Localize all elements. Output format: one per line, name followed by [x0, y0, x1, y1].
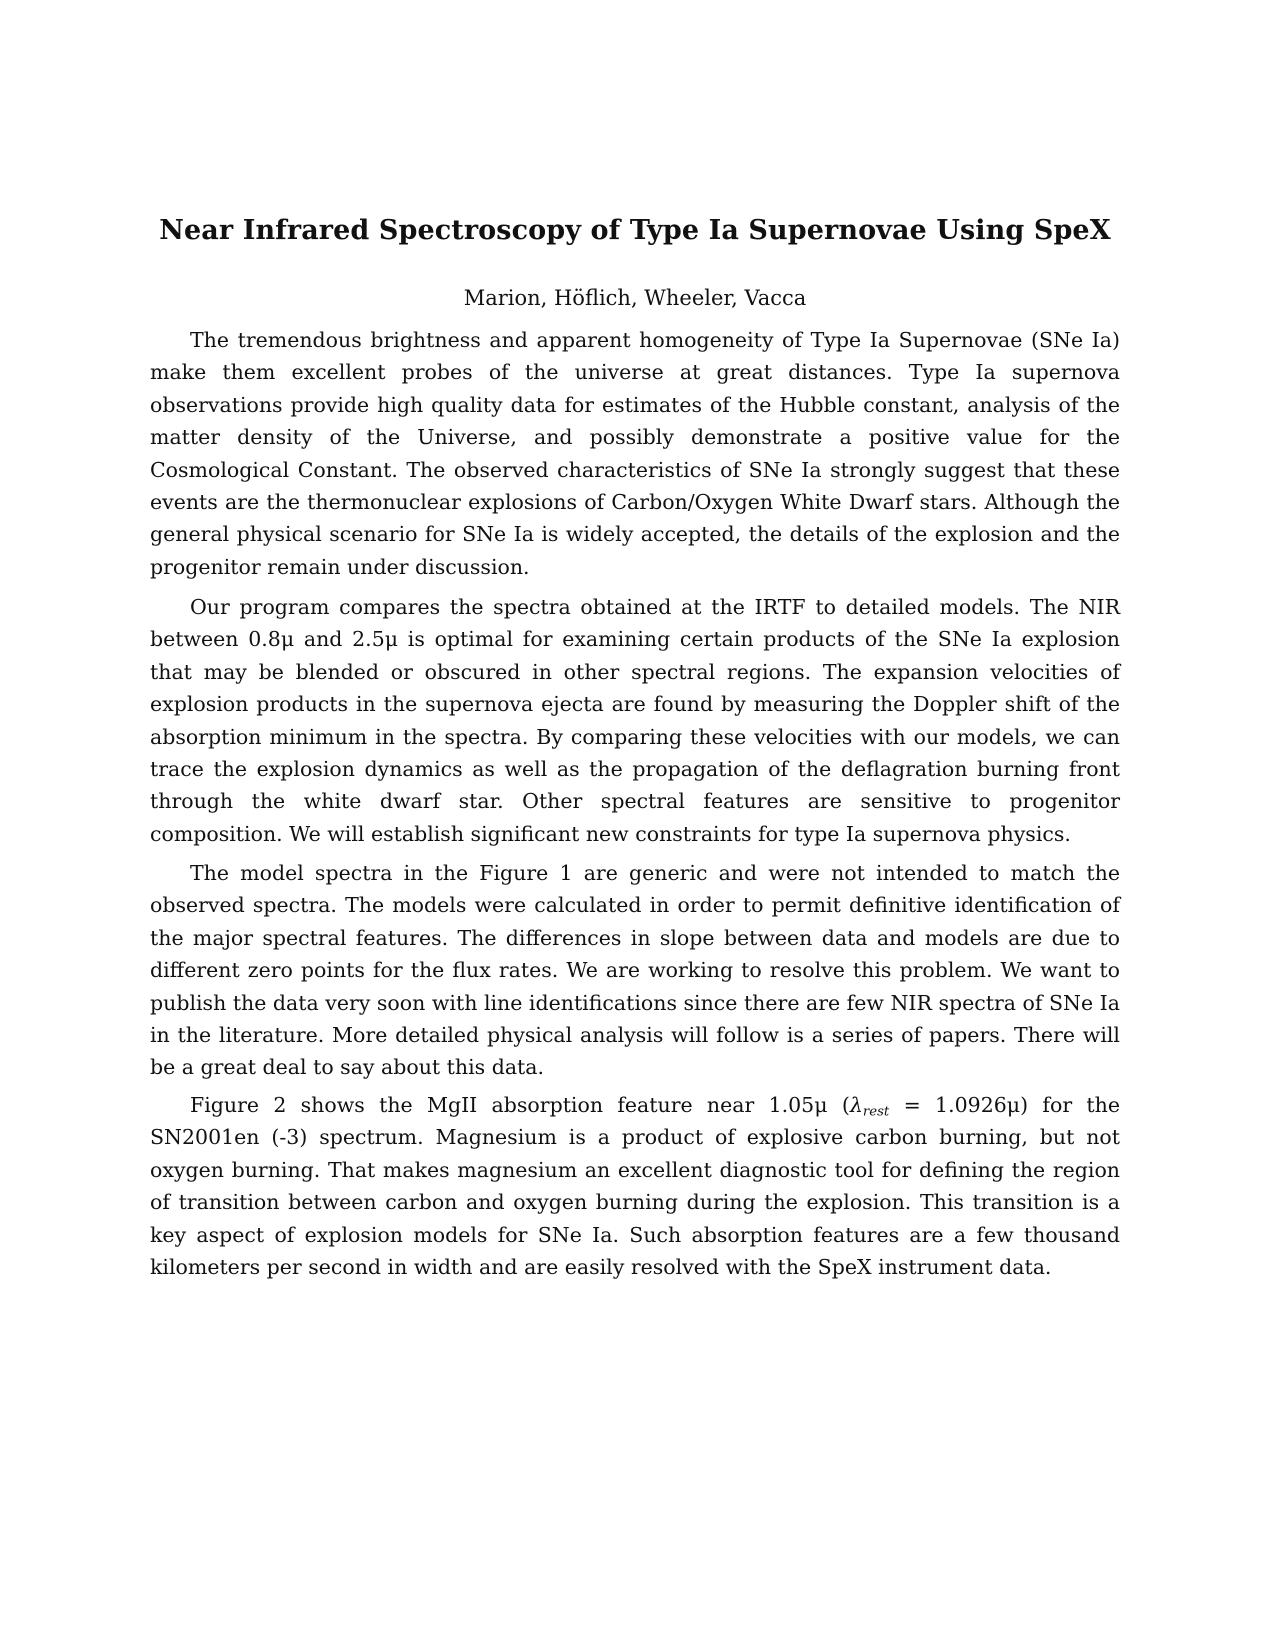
- paper-title: Near Infrared Spectroscopy of Type Ia Supernovae Using SpeX: [159, 215, 1111, 246]
- lambda-rest-symbol: $\lambda_{rest}$: [849, 1093, 890, 1120]
- paper-page: [150, 0, 1120, 1650]
- paragraph-2: Our program compares the spectra obtained at the IRTF to detailed models. The NIR between 0.8μ and 2.5μ is optimal for examining certain products of the SNe Ia explosion that may be blended or obscured in other spectral regions. The expansion velocities of explosion products in the supernova ejecta are found by measuring the Doppler shift of the absorption minimum in the spectra. By comparing these velocities with our models, we can trace the explosion dynamics as well as the propagation of the deflagration burning front through the white dwarf star. Other spectral features are sensitive to progenitor composition. We will establish significant new constraints for type Ia supernova physics.: [150, 595, 1120, 846]
- paragraph-3: The model spectra in the Figure 1 are generic and were not intended to match the observed spectra. The models were calculated in order to permit definitive identification of the major spectral features. The differences in slope between data and models are due to different zero points for the flux rates. We are working to resolve this problem. We want to publish the data very soon with line identifications since there are few NIR spectra of SNe Ia in the literature. More detailed physical analysis will follow is a series of papers. There will be a great deal to say about this data.: [150, 861, 1120, 1080]
- paper-authors: Marion, Höflich, Wheeler, Vacca: [463, 286, 807, 310]
- paragraph-4: Figure 2 shows the MgII absorption feature near 1.05μ $(\lambda_{rest} = 1.0926\mu)$ for the SN2001en (-3) spectrum. Magnesium is a product of explosive carbon burning, but not oxygen burning. That makes magnesium an excellent diagnostic tool for defining the region of transition between carbon and oxygen burning during the explosion. This transition is a key aspect of explosion models for SNe Ia. Such absorption features are a few thousand kilometers per second in width and are easily resolved with the SpeX instrument data.: [150, 1093, 1120, 1280]
- paragraph-1: The tremendous brightness and apparent homogeneity of Type Ia Supernovae (SNe Ia) make them excellent probes of the universe at great distances. Type Ia supernova observations provide high quality data for estimates of the Hubble constant, analysis of the matter density of the Universe, and possibly demonstrate a positive value for the Cosmological Constant. The observed characteristics of SNe Ia strongly suggest that these events are the thermonuclear explosions of Carbon/Oxygen White Dwarf stars. Although the general physical scenario for SNe Ia is widely accepted, the details of the explosion and the progenitor remain under discussion.: [150, 328, 1120, 579]
